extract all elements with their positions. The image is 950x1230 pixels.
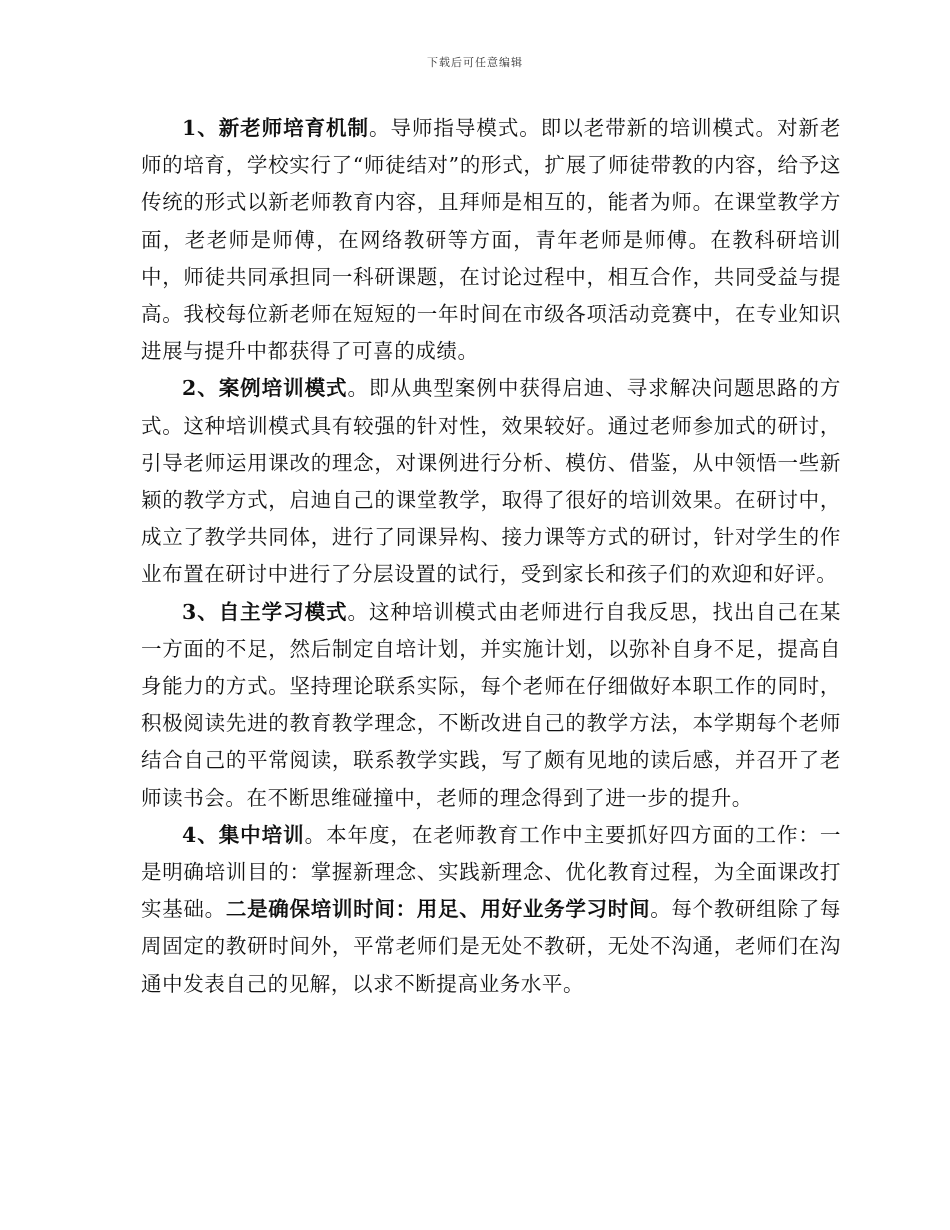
paragraph-2-text: 。即从典型案例中获得启迪、寻求解决问题思路的方式。这种培训模式具有较强的针对性，效果较好。通过老师参加式的研讨，引导老师运用课改的理念，对课例进行分析、模仿、借鉴，从中领悟一些新颖的教学方式，启迪自己的课堂教学，取得了很好的培训效果。在研讨中，成立了教学共同体，进行了同课异构、接力课等方式的研讨，针对学生的作业布置在研讨中进行了分层设置的试行，受到家长和孩子们的欢迎和好评。 [141,376,841,587]
document-body [141,110,841,1003]
paragraph-4-text: 。本年度，在老师教育工作中主要抓好四方面的工作：一是明确培训目的：掌握新理念、实践新理念、优化教育过程，为全面课改打实基础。 [141,822,841,922]
paragraph-3 [141,594,841,817]
paragraph-2-heading: 2、案例培训模式 [182,376,348,401]
paragraph-2 [141,370,841,593]
paragraph-1-heading: 1、新老师培育机制 [182,116,370,140]
page-header: 下载后可任意编辑 [427,56,523,69]
paragraph-4 [141,817,841,1003]
paragraph-1 [141,110,841,370]
paragraph-4-tail: 。每个教研组除了每周固定的教研时间外，平常老师们是无处不教研，无处不沟通，老师们在沟通中发表自己的见解，以求不断提高业务水平。 [141,897,842,996]
paragraph-1-text: 。导师指导模式。即以老带新的培训模式。对新老师的培育，学校实行了“师徒结对”的形式，扩展了师徒带教的内容，给予这传统的形式以新老师教育内容，且拜师是相互的，能者为师。在课堂教学方面，老老师是师傅，在网络教研等方面，青年老师是师傅。在教科研培训中，师徒共同承担同一科研课题，在讨论过程中，相互合作，共同受益与提高。我校每位新老师在短短的一年时间在市级各项活动竞赛中，在专业知识进展与提升中都获得了可喜的成绩。 [141,116,842,364]
paragraph-4-bold-inline: 二是确保培训时间：用足、用好业务学习时间 [225,897,651,922]
paragraph-4-heading: 4、集中培训 [182,822,305,847]
paragraph-3-heading: 3、自主学习模式 [182,599,348,624]
paragraph-3-text: 。这种培训模式由老师进行自我反思，找出自己在某一方面的不足，然后制定自培计划，并实施计划，以弥补自身不足，提高自身能力的方式。坚持理论联系实际，每个老师在仔细做好本职工作的同时，积极阅读先进的教育教学理念，不断改进自己的教学方法，本学期每个老师结合自己的平常阅读，联系教学实践，写了颇有见地的读后感，并召开了老师读书会。在不断思维碰撞中，老师的理念得到了进一步的提升。 [141,599,841,810]
